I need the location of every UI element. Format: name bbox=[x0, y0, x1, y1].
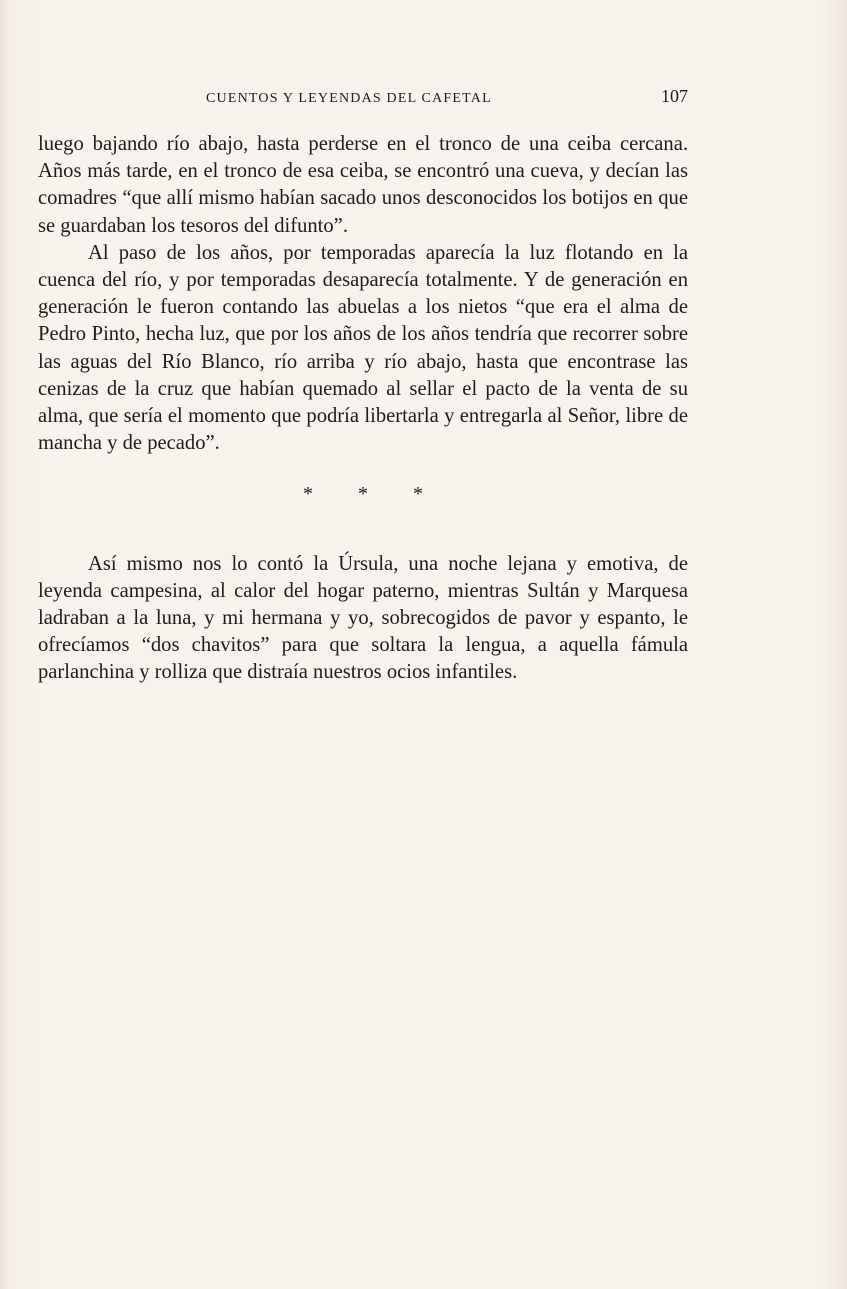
page-number: 107 bbox=[661, 86, 688, 106]
body-text bbox=[38, 131, 688, 687]
paragraph-light-legend: Al paso de los años, por temporadas aparecía la luz flotando en la cuenca del río, y por temporadas desaparecía totalmente. Y de generación en generación le fueron contando las abuelas a los nietos “que era el alma de Pedro Pinto, hecha luz, que por los años de los años tendría que recorrer sobre las aguas del Río Blanco, río arriba y río abajo, hasta que encontrase las cenizas de la cruz que habían quemado al sellar el pacto de la venta de su alma, que sería el momento que podría libertarla y entregarla al Señor, libre de mancha y de pecado”. bbox=[38, 241, 688, 455]
running-header bbox=[38, 86, 688, 110]
paragraph-closing: Así mismo nos lo contó la Úrsula, una noche lejana y emotiva, de leyenda campesina, al calor del hogar paterno, mientras Sultán y Marquesa ladraban a la luna, y mi hermana y yo, sobrecogidos de pavor y espanto, le ofrecíamos “dos chavitos” para que soltara la lengua, a aquella fámula parlanchina y rolliza que distraía nuestros ocios infantiles. bbox=[38, 552, 688, 684]
running-title: CUENTOS Y LEYENDAS DEL CAFETAL bbox=[206, 91, 492, 106]
section-separator: * * * bbox=[303, 483, 443, 506]
paragraph-continuation: luego bajando río abajo, hasta perderse en el tronco de una ceiba cercana. Años más tarde, en el tronco de esa ceiba, se encontró una cueva, y decían las comadres “que allí mismo habían sacado unos desconocidos los botijos en que se guardaban los tesoros del difunto”. bbox=[38, 133, 688, 237]
